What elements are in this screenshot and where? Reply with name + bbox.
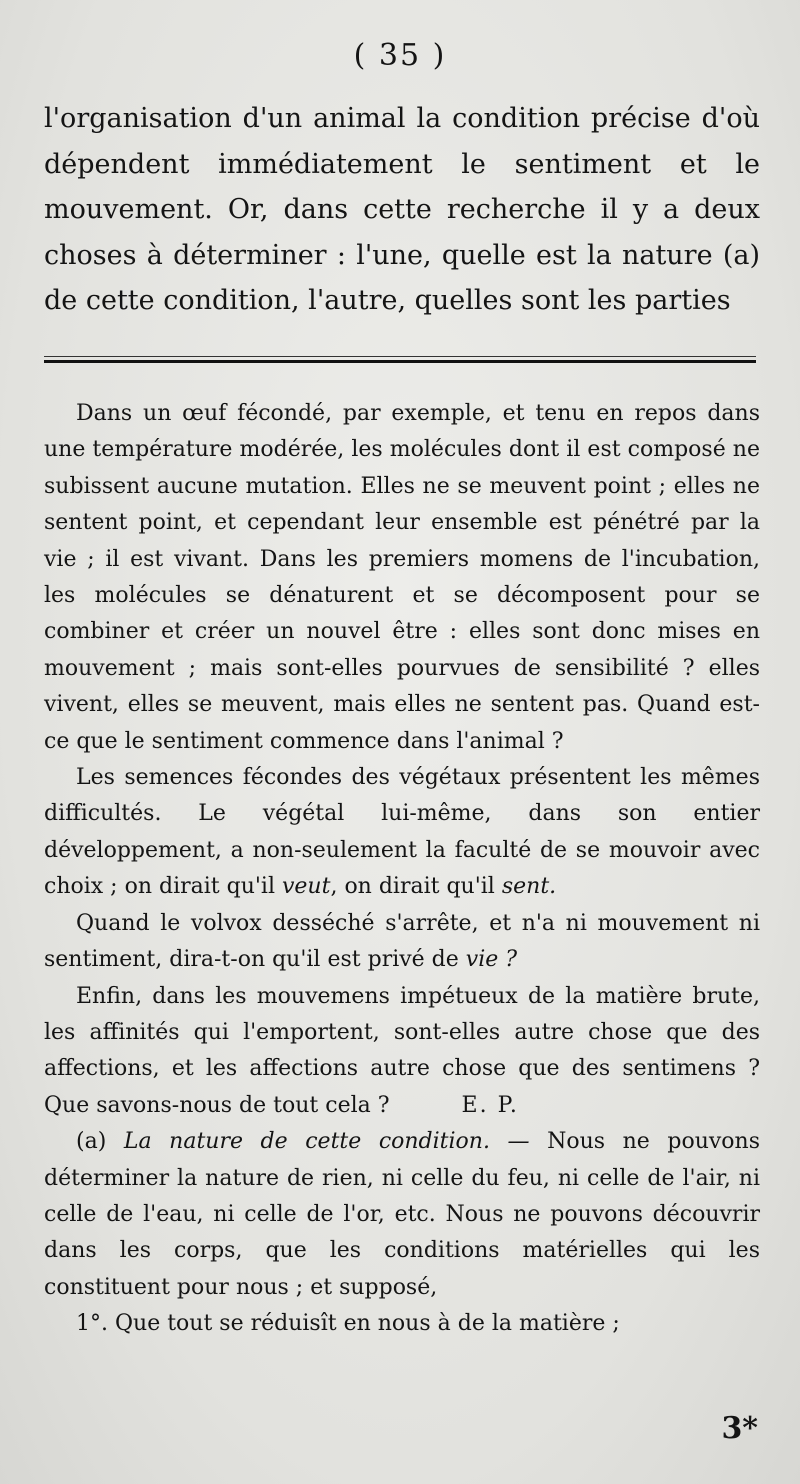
footnote-a [44, 1124, 760, 1306]
note-paragraph-seeds [44, 760, 760, 906]
divider-thick [44, 360, 756, 363]
main-text [44, 96, 760, 324]
note-paragraph-egg: Dans un œuf fécondé, par exemple, et tenu en repos dans une température modérée, les molécules dont il est composé ne subissent aucune mutation. Elles ne se meuvent point ; elles ne sentent point, et cependant leur ensemble est pénétré par la vie ; il est vivant. Dans les premiers momens de l'incubation, les molécules se dénaturent et se décomposent pour se combiner et créer un nouvel être : elles sont donc mises en mouvement ; mais sont-elles pourvues de sensibilité ? elles vivent, elles se meuvent, mais elles ne sentent pas. Quand est-ce que le sentiment commence dans l'animal ? [44, 401, 760, 754]
footnote-title: La nature de cette condition. — [123, 1129, 530, 1155]
signature-mark: 3* [721, 1411, 758, 1446]
author-signature: E. P. [461, 1092, 519, 1118]
footnote-marker: (a) [76, 1129, 107, 1155]
footnote-item-1: 1°. Que tout se réduisît en nous à de la matière ; [76, 1311, 620, 1337]
divider-thin [44, 356, 756, 357]
note-paragraph-matter [44, 979, 760, 1125]
veut-italic: veut [281, 874, 331, 900]
main-paragraph: l'organisation d'un animal la condition précise d'où dépendent immédiatement le sentiment et le mouvement. Or, dans cette recherche il y a deux choses à déterminer : l'une, quelle est la nature (a) de cette condition, l'autre, quelles sont les parties [44, 103, 760, 316]
footnote-text: Nous ne pouvons déterminer la nature de rien, ni celle du feu, ni celle de l'air, ni celle de l'eau, ni celle de l'or, etc. Nous ne pouvons découvrir dans les corps, que les conditions matérielles qui les constituent pour nous ; et supposé, [44, 1129, 761, 1300]
vie-italic: vie ? [465, 947, 518, 973]
volvox-text: Quand le volvox desséché s'arrête, et n'a ni mouvement ni sentiment, dira-t-on qu'il est privé de [44, 910, 760, 973]
page-number: ( 35 ) [353, 38, 447, 73]
notes-section [44, 396, 760, 1343]
seeds-text: Les semences fécondes des végétaux présentent les mêmes difficultés. Le végétal lui-même, dans son entier développement, a non-seulement la faculté de se mouvoir avec choix ; on dirait qu'il [44, 765, 760, 900]
note-paragraph-volvox [44, 906, 760, 979]
sent-italic: sent. [501, 874, 557, 900]
seeds-text-2: , on dirait qu'il [330, 874, 495, 900]
matter-text: Enfin, dans les mouvemens impétueux de la matière brute, les affinités qui l'emportent, sont-elles autre chose que des affections, et les affections autre chose que des sentimens ? Que savons-nous de tout cela ? [44, 983, 760, 1118]
